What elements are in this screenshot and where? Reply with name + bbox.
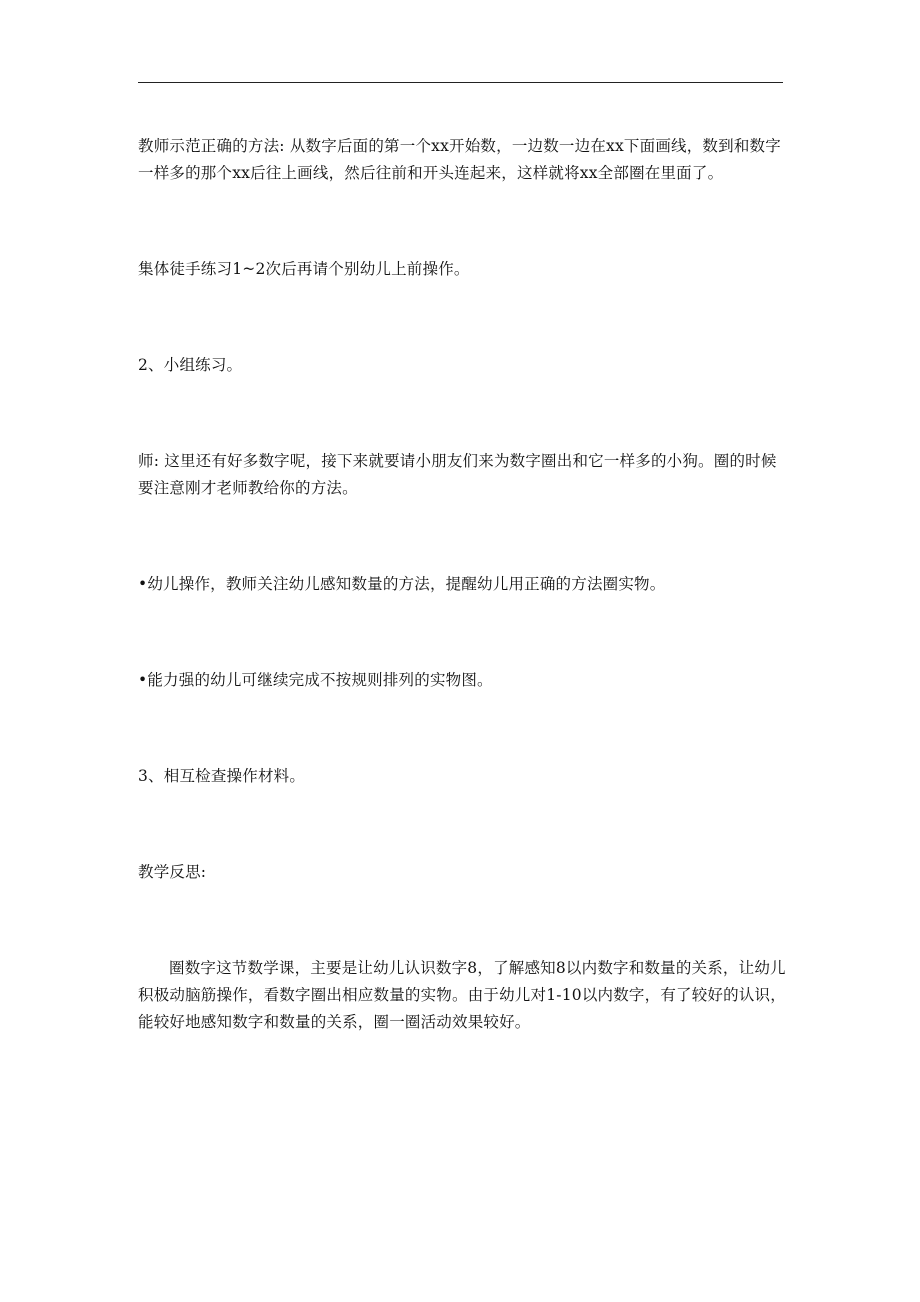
paragraph-reflection: 圈数字这节数学课，主要是让幼儿认识数字8，了解感知8以内数字和数量的关系，让幼儿积极动脑筋操作，看数字圈出相应数量的实物。由于幼儿对1-10以内数字，有了较好的认识，能较好地感知数字和数量的关系，圈一圈活动效果较好。 — [138, 959, 786, 1031]
heading-small-group-practice: 2、小组练习。 — [138, 356, 243, 374]
heading-teaching-reflection: 教学反思: — [138, 863, 207, 881]
bullet-child-operation: •幼儿操作，教师关注幼儿感知数量的方法，提醒幼儿用正确的方法圈实物。 — [138, 575, 666, 593]
bullet-advanced-children: •能力强的幼儿可继续完成不按规则排列的实物图。 — [138, 671, 493, 689]
heading-mutual-check: 3、相互检查操作材料。 — [138, 767, 306, 785]
paragraph-teacher-instruction: 师: 这里还有好多数字呢，接下来就要请小朋友们来为数字圈出和它一样多的小狗。圈的时候要注意刚才老师教给你的方法。 — [138, 452, 777, 497]
paragraph-demo-method: 教师示范正确的方法: 从数字后面的第一个xx开始数，一边数一边在xx下面画线，数到和数字一样多的那个xx后往上画线，然后往前和开头连起来，这样就将xx全部圈在里面了。 — [138, 137, 781, 182]
paragraph-group-practice: 集体徒手练习1~2次后再请个别幼儿上前操作。 — [138, 260, 470, 278]
header-rule — [138, 82, 783, 83]
